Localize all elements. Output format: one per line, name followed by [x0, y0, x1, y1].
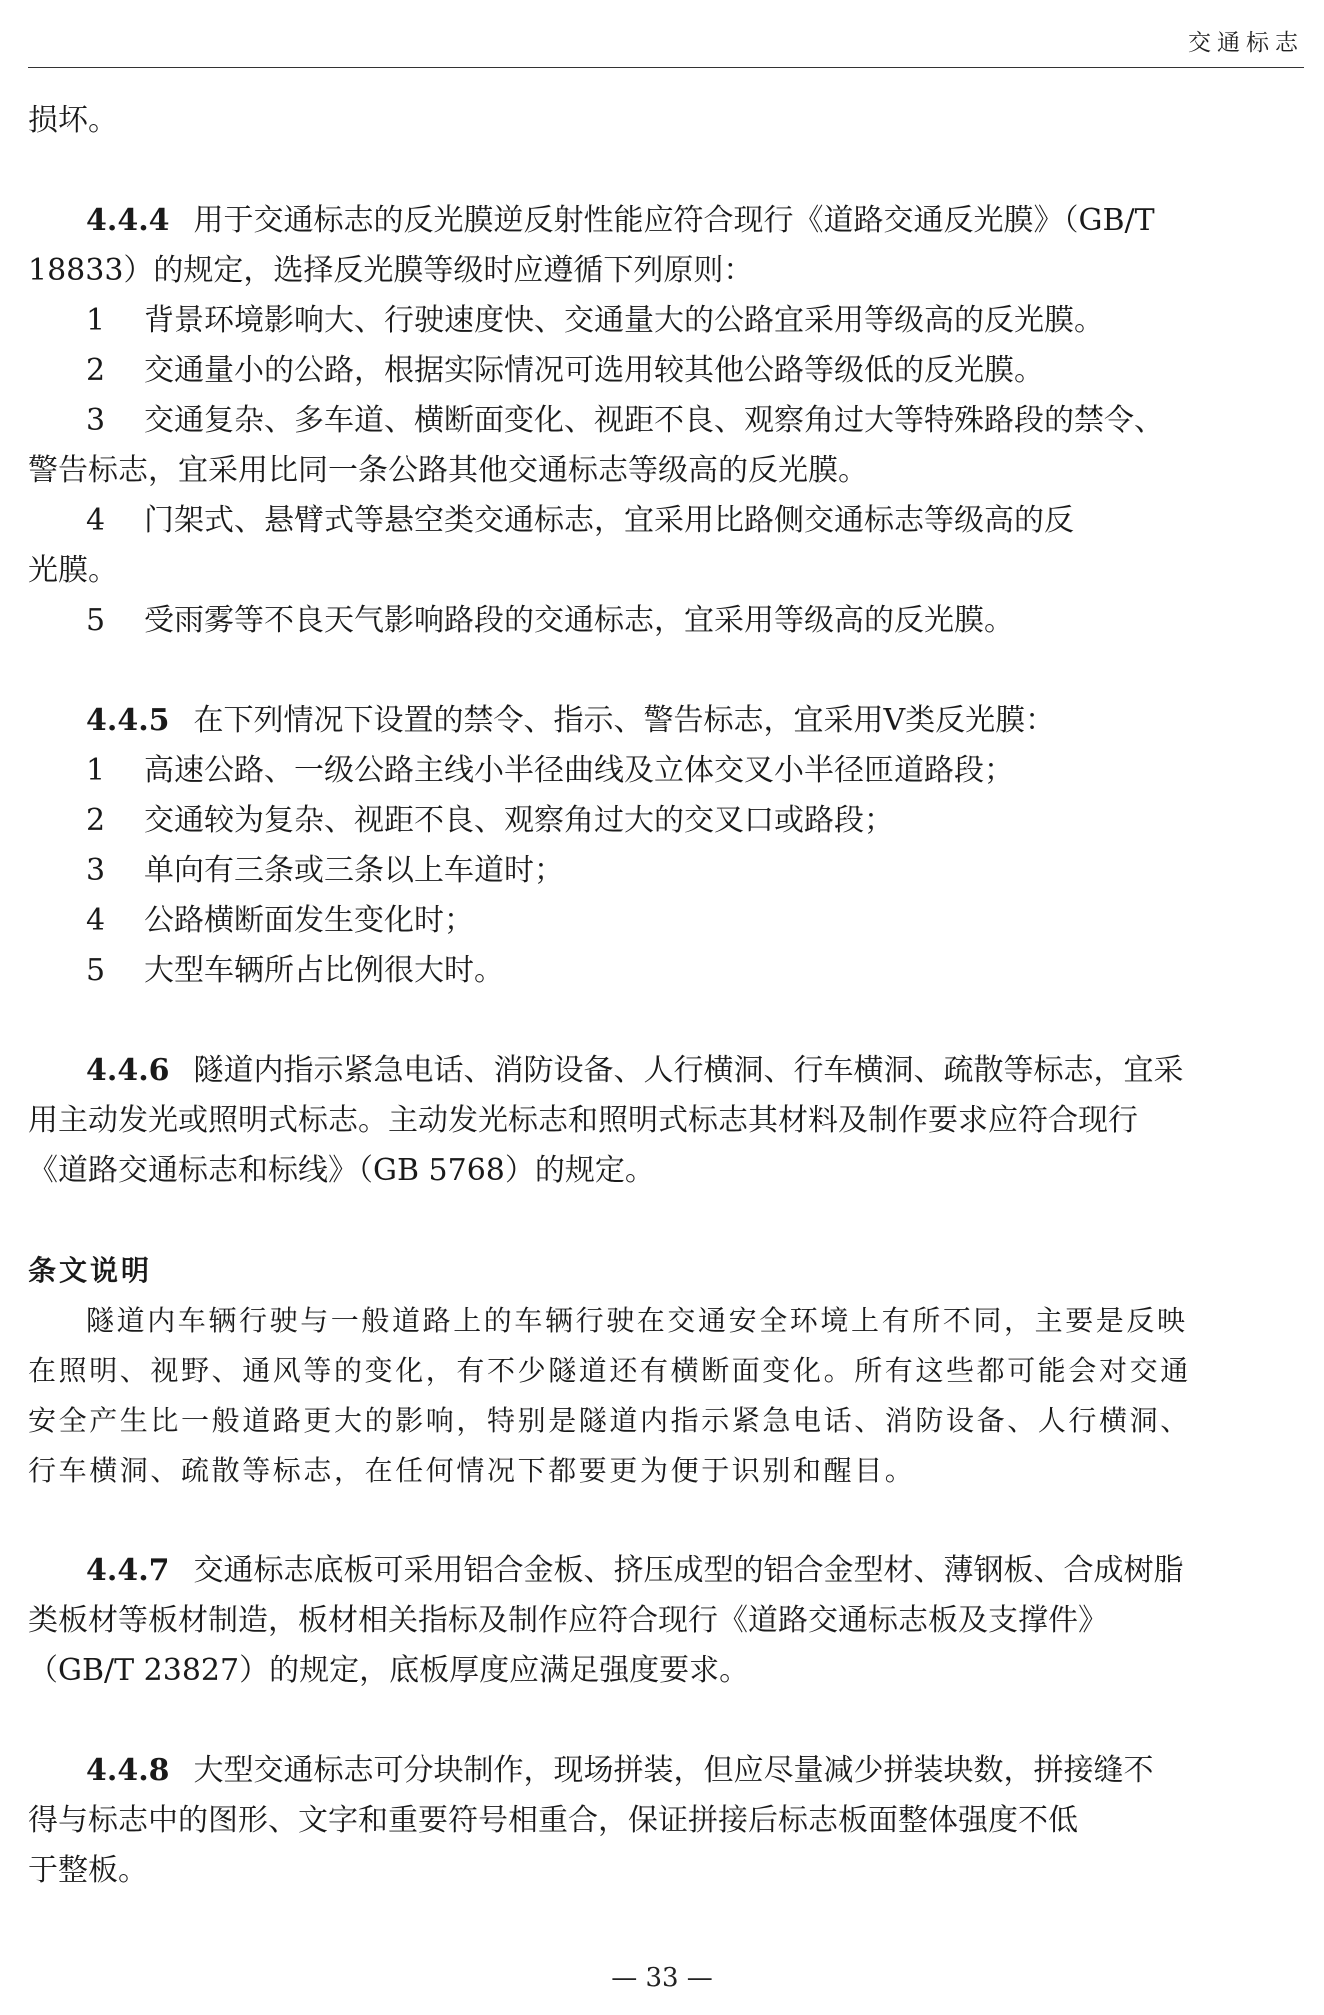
item-number: 5 [86, 953, 106, 988]
clause-number: 4.4.6 [86, 1053, 170, 1088]
list-item-cont: 光膜。 [28, 553, 118, 588]
clause-number: 4.4.7 [86, 1553, 170, 1588]
clause-number: 4.4.5 [86, 703, 170, 738]
list-item [28, 596, 1298, 646]
list-item [28, 396, 1298, 446]
item-number: 1 [86, 303, 106, 338]
clause-text: 交通标志底板可采用铝合金板、挤压成型的铝合金型材、薄钢板、合成树脂 [193, 1553, 1184, 1588]
explanation-text: 行车横洞、疏散等标志，在任何情况下都要更为便于识别和醒目。 [28, 1454, 916, 1487]
list-item-cont: 警告标志，宜采用比同一条公路其他交通标志等级高的反光膜。 [28, 453, 868, 488]
continued-text: 损坏。 [28, 103, 118, 138]
clause-4-4-6-cont: 《道路交通标志和标线》（GB 5768）的规定。 [28, 1153, 655, 1188]
item-number: 4 [86, 503, 106, 538]
page-content [28, 96, 1298, 1896]
list-item [28, 846, 1298, 896]
item-text: 高速公路、一级公路主线小半径曲线及立体交叉小半径匝道路段； [144, 753, 1014, 788]
item-text: 交通较为复杂、视距不良、观察角过大的交叉口或路段； [144, 803, 894, 838]
list-item [28, 346, 1298, 396]
item-number: 2 [86, 803, 106, 838]
list-item [28, 746, 1298, 796]
clause-4-4-8 [28, 1746, 1298, 1796]
explanation-text: 在照明、视野、通风等的变化，有不少隧道还有横断面变化。所有这些都可能会对交通 [28, 1354, 1191, 1387]
item-text: 背景环境影响大、行驶速度快、交通量大的公路宜采用等级高的反光膜。 [144, 303, 1104, 338]
clause-4-4-6 [28, 1046, 1298, 1096]
clause-number: 4.4.8 [86, 1753, 170, 1788]
page-number: — 33 — [611, 1963, 713, 1993]
header-rule [28, 67, 1304, 68]
list-item [28, 946, 1298, 996]
clause-4-4-5 [28, 696, 1298, 746]
clause-4-4-8-cont: 得与标志中的图形、文字和重要符号相重合，保证拼接后标志板面整体强度不低 [28, 1803, 1078, 1838]
item-text: 大型车辆所占比例很大时。 [144, 953, 504, 988]
clause-number: 4.4.4 [86, 203, 170, 238]
clause-text: 大型交通标志可分块制作，现场拼装，但应尽量减少拼装块数，拼接缝不 [193, 1753, 1154, 1788]
running-header: 交通标志 [1188, 30, 1304, 56]
clause-text: 在下列情况下设置的禁令、指示、警告标志，宜采用Ⅴ类反光膜： [193, 703, 1056, 738]
item-number: 3 [86, 853, 106, 888]
clause-4-4-4 [28, 196, 1298, 246]
explanation-text: 隧道内车辆行驶与一般道路上的车辆行驶在交通安全环境上有所不同，主要是反映 [86, 1304, 1188, 1337]
list-item [28, 796, 1298, 846]
explanation-text: 安全产生比一般道路更大的影响，特别是隧道内指示紧急电话、消防设备、人行横洞、 [28, 1404, 1191, 1437]
item-number: 2 [86, 353, 106, 388]
clause-text: 隧道内指示紧急电话、消防设备、人行横洞、行车横洞、疏散等标志，宜采 [193, 1053, 1184, 1088]
list-item [28, 496, 1298, 546]
item-number: 1 [86, 753, 106, 788]
clause-4-4-7 [28, 1546, 1298, 1596]
clause-4-4-4-cont: 18833）的规定，选择反光膜等级时应遵循下列原则： [28, 253, 754, 288]
item-text: 受雨雾等不良天气影响路段的交通标志，宜采用等级高的反光膜。 [144, 603, 1014, 638]
item-number: 3 [86, 403, 106, 438]
clause-4-4-8-cont: 于整板。 [28, 1853, 148, 1888]
list-item [28, 896, 1298, 946]
clause-4-4-7-cont: 类板材等板材制造，板材相关指标及制作应符合现行《道路交通标志板及支撑件》 [28, 1603, 1108, 1638]
item-text: 交通复杂、多车道、横断面变化、视距不良、观察角过大等特殊路段的禁令、 [144, 403, 1164, 438]
clause-text: 用于交通标志的反光膜逆反射性能应符合现行《道路交通反光膜》（GB/T [193, 203, 1155, 238]
list-item [28, 296, 1298, 346]
clause-4-4-7-cont: （GB/T 23827）的规定，底板厚度应满足强度要求。 [28, 1653, 750, 1688]
clause-4-4-6-cont: 用主动发光或照明式标志。主动发光标志和照明式标志其材料及制作要求应符合现行 [28, 1103, 1138, 1138]
explanation-heading: 条文说明 [28, 1254, 153, 1287]
item-number: 5 [86, 603, 106, 638]
item-number: 4 [86, 903, 106, 938]
item-text: 公路横断面发生变化时； [144, 903, 474, 938]
item-text: 单向有三条或三条以上车道时； [144, 853, 564, 888]
item-text: 门架式、悬臂式等悬空类交通标志，宜采用比路侧交通标志等级高的反 [144, 503, 1074, 538]
item-text: 交通量小的公路，根据实际情况可选用较其他公路等级低的反光膜。 [144, 353, 1044, 388]
